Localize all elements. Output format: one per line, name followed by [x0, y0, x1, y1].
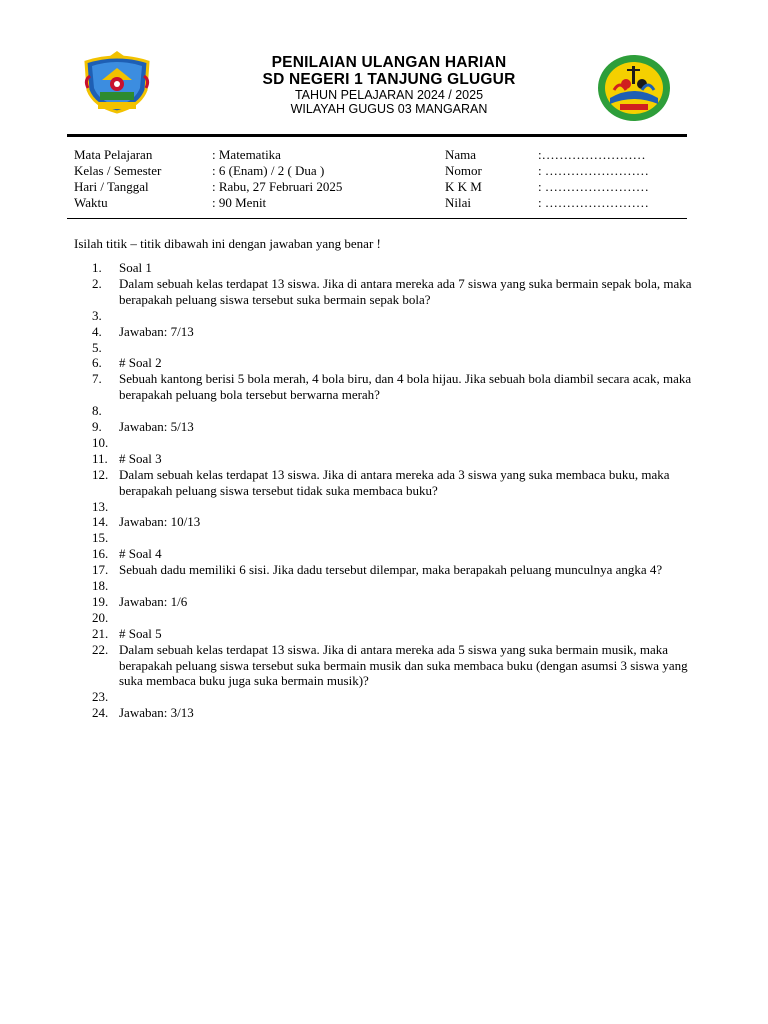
list-item	[92, 562, 702, 578]
item-number: 7.	[92, 371, 102, 387]
item-text: Jawaban: 7/13	[119, 323, 194, 339]
item-number: 20.	[92, 609, 109, 625]
school-name: SD NEGERI 1 TANJUNG GLUGUR	[262, 71, 516, 88]
list-item	[92, 514, 702, 530]
item-text: Dalam sebuah kelas terdapat 13 siswa. Jika di antara mereka ada 3 siswa yang suka membaca buku, maka berapakah peluang siswa tersebut tidak suka membaca buku?	[119, 466, 670, 498]
item-text: Jawaban: 3/13	[119, 705, 194, 721]
list-item	[92, 578, 702, 594]
item-number: 5.	[92, 339, 102, 355]
info-label-right: Nilai	[445, 195, 471, 210]
item-number: 22.	[92, 641, 109, 657]
item-number: 9.	[92, 419, 102, 435]
item-number: 23.	[92, 689, 109, 705]
item-number: 11.	[92, 450, 108, 466]
list-item	[92, 371, 702, 403]
item-number: 19.	[92, 593, 109, 609]
item-text: # Soal 3	[119, 450, 162, 466]
list-item	[92, 403, 702, 419]
list-item	[92, 467, 702, 499]
list-item	[92, 642, 702, 690]
item-number: 1.	[92, 260, 102, 275]
info-label: Waktu	[74, 195, 108, 210]
info-value: : 90 Menit	[212, 195, 267, 210]
name-blank: :……………………	[538, 147, 646, 162]
item-number: 6.	[92, 355, 102, 371]
header-divider	[67, 134, 687, 137]
kkm-blank: : ……………………	[538, 179, 649, 194]
info-label-right: Nomor	[445, 163, 482, 178]
list-item	[92, 689, 702, 705]
info-label: Mata Pelajaran	[74, 147, 153, 162]
list-item	[92, 260, 702, 276]
list-item	[92, 451, 702, 467]
item-number: 8.	[92, 403, 102, 419]
instruction-text: Isilah titik – titik dibawah ini dengan jawaban yang benar !	[74, 236, 381, 251]
item-number: 14.	[92, 514, 109, 530]
item-text: Jawaban: 10/13	[119, 514, 201, 530]
item-number: 18.	[92, 578, 109, 594]
regency-crest-icon	[80, 50, 154, 114]
list-item	[92, 276, 702, 308]
list-item	[92, 530, 702, 546]
item-text: Soal 1	[119, 260, 152, 275]
info-value: : Matematika	[212, 147, 281, 162]
item-text: # Soal 5	[119, 625, 162, 641]
item-number: 17.	[92, 562, 109, 578]
item-text: Dalam sebuah kelas terdapat 13 siswa. Jika di antara mereka ada 7 siswa yang suka bermain sepak bola, maka berapakah peluang siswa tersebut suka bermain sepak bola?	[119, 275, 692, 307]
item-text: # Soal 4	[119, 546, 162, 562]
info-label-right: K K M	[445, 179, 482, 194]
item-number: 24.	[92, 705, 109, 721]
document-header	[200, 54, 578, 116]
question-list	[92, 260, 702, 721]
list-item	[92, 610, 702, 626]
item-number: 12.	[92, 466, 109, 482]
school-emblem-icon	[596, 54, 672, 122]
info-divider	[67, 218, 687, 219]
item-text: Jawaban: 1/6	[119, 593, 188, 609]
list-item	[92, 546, 702, 562]
list-item	[92, 626, 702, 642]
list-item	[92, 340, 702, 356]
region-line: WILAYAH GUGUS 03 MANGARAN	[290, 102, 488, 116]
item-text: Dalam sebuah kelas terdapat 13 siswa. Jika di antara mereka ada 5 siswa yang suka bermain musik, maka berapakah peluang siswa tersebut suka bermain musik dan suka membaca buku (dengan asumsi 3 siswa yang suka membaca buku juga suka bermain musik)?	[119, 641, 688, 689]
item-text: Jawaban: 5/13	[119, 419, 194, 435]
item-number: 4.	[92, 323, 102, 339]
info-label-right: Nama	[445, 147, 477, 162]
item-number: 13.	[92, 498, 109, 514]
number-blank: : ……………………	[538, 163, 649, 178]
list-item	[92, 594, 702, 610]
list-item	[92, 419, 702, 435]
item-text: Sebuah dadu memiliki 6 sisi. Jika dadu tersebut dilempar, maka berapakah peluang munculnya angka 4?	[119, 562, 663, 578]
item-text: # Soal 2	[119, 355, 162, 371]
item-number: 21.	[92, 625, 109, 641]
list-item	[92, 308, 702, 324]
info-label: Hari / Tanggal	[74, 179, 149, 194]
info-value: : Rabu, 27 Februari 2025	[212, 179, 343, 194]
item-number: 15.	[92, 530, 109, 546]
item-number: 3.	[92, 307, 102, 323]
list-item	[92, 324, 702, 340]
item-number: 10.	[92, 434, 109, 450]
info-value: : 6 (Enam) / 2 ( Dua )	[212, 163, 325, 178]
item-number: 2.	[92, 275, 102, 291]
item-text: Sebuah kantong berisi 5 bola merah, 4 bola biru, dan 4 bola hijau. Jika sebuah bola diambil secara acak, maka berapakah peluang bola tersebut berwarna merah?	[119, 371, 692, 403]
list-item	[92, 355, 702, 371]
info-label: Kelas / Semester	[74, 163, 162, 178]
item-number: 16.	[92, 546, 109, 562]
title-line-1: PENILAIAN ULANGAN HARIAN	[271, 54, 507, 71]
list-item	[92, 705, 702, 721]
score-blank: : ……………………	[538, 195, 649, 210]
list-item	[92, 499, 702, 515]
list-item	[92, 435, 702, 451]
school-year: TAHUN PELAJARAN 2024 / 2025	[294, 88, 484, 102]
